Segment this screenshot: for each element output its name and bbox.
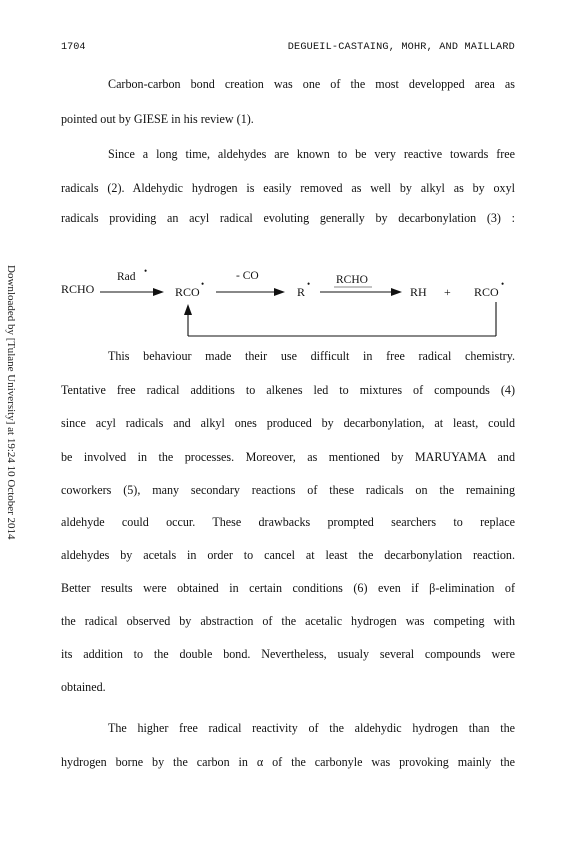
paragraph-3-line-1: This behaviour made their use difficult in free radical chemistry.: [108, 349, 515, 363]
paragraph-3-line-5: coworkers (5), many secondary reactions of these radicals on the remaining: [61, 483, 515, 497]
header-authors: DEGUEIL-CASTAING, MOHR, AND MAILLARD: [287, 42, 515, 53]
paragraph-2-line-3: radicals providing an acyl radical evoluting generally by decarbonylation (3) :: [61, 211, 515, 225]
paragraph-4-line-1: The higher free radical reactivity of the aldehydic hydrogen than the: [108, 721, 515, 735]
paragraph-3-line-11: obtained.: [61, 680, 106, 694]
scheme-alkyl-radical: R: [297, 285, 306, 299]
scheme-step1-radical-dot: •: [144, 266, 148, 276]
scheme-plus-sign: +: [444, 285, 451, 299]
page-number: 1704: [61, 42, 86, 53]
paragraph-3-line-6: aldehyde could occur. These drawbacks prompted searchers to replace: [61, 515, 515, 529]
scheme-regenerated-acyl: RCO: [474, 285, 499, 299]
scheme-step2-decarbonylation: - CO: [236, 270, 259, 282]
paragraph-4-line-2: hydrogen borne by the carbon in α of the carbonyle was provoking mainly the: [61, 755, 515, 769]
running-header: [61, 42, 515, 56]
scheme-acyl-radical-dot: •: [201, 279, 205, 289]
paragraph-2-line-1: Since a long time, aldehydes are known to be very reactive towards free: [108, 147, 515, 161]
scheme-regenerated-acyl-dot: •: [501, 279, 505, 289]
paragraph-3-line-7: aldehydes by acetals in order to cancel at least the decarbonylation reaction.: [61, 548, 515, 562]
download-watermark-text: Downloaded by [Tulane University] at 19:24 10 October 2014: [5, 265, 17, 540]
scheme-alkyl-radical-dot: •: [307, 279, 311, 289]
paragraph-3-line-9: the radical observed by abstraction of the acetalic hydrogen was competing with: [61, 614, 515, 628]
paragraph-3-line-8: Better results were obtained in certain conditions (6) even if β-elimination of: [61, 581, 515, 595]
paragraph-1-line-2: pointed out by GIESE in his review (1).: [61, 112, 254, 126]
download-watermark: [3, 265, 17, 605]
paragraph-3-line-10: its addition to the double bond. Nevertheless, usualy several compounds were: [61, 647, 515, 661]
paragraph-1-line-1: Carbon-carbon bond creation was one of the most developped area as: [108, 77, 515, 91]
scheme-reactant-rcho: RCHO: [61, 282, 95, 296]
paragraph-3-line-4: be involved in the processes. Moreover, as mentioned by MARUYAMA and: [61, 450, 515, 464]
scheme-step3-reagent: RCHO: [336, 274, 368, 286]
scheme-acyl-radical: RCO: [175, 285, 200, 299]
paragraph-2-line-2: radicals (2). Aldehydic hydrogen is easily removed as well by alkyl as by oxyl: [61, 181, 515, 195]
paragraph-3-line-3: since acyl radicals and alkyl ones produced by decarbonylation, at least, could: [61, 416, 515, 430]
scheme-product-rh: RH: [410, 285, 427, 299]
paragraph-3-line-2: Tentative free radical additions to alkenes led to mixtures of compounds (4): [61, 383, 515, 397]
scheme-step1-reagent: Rad: [117, 271, 136, 283]
